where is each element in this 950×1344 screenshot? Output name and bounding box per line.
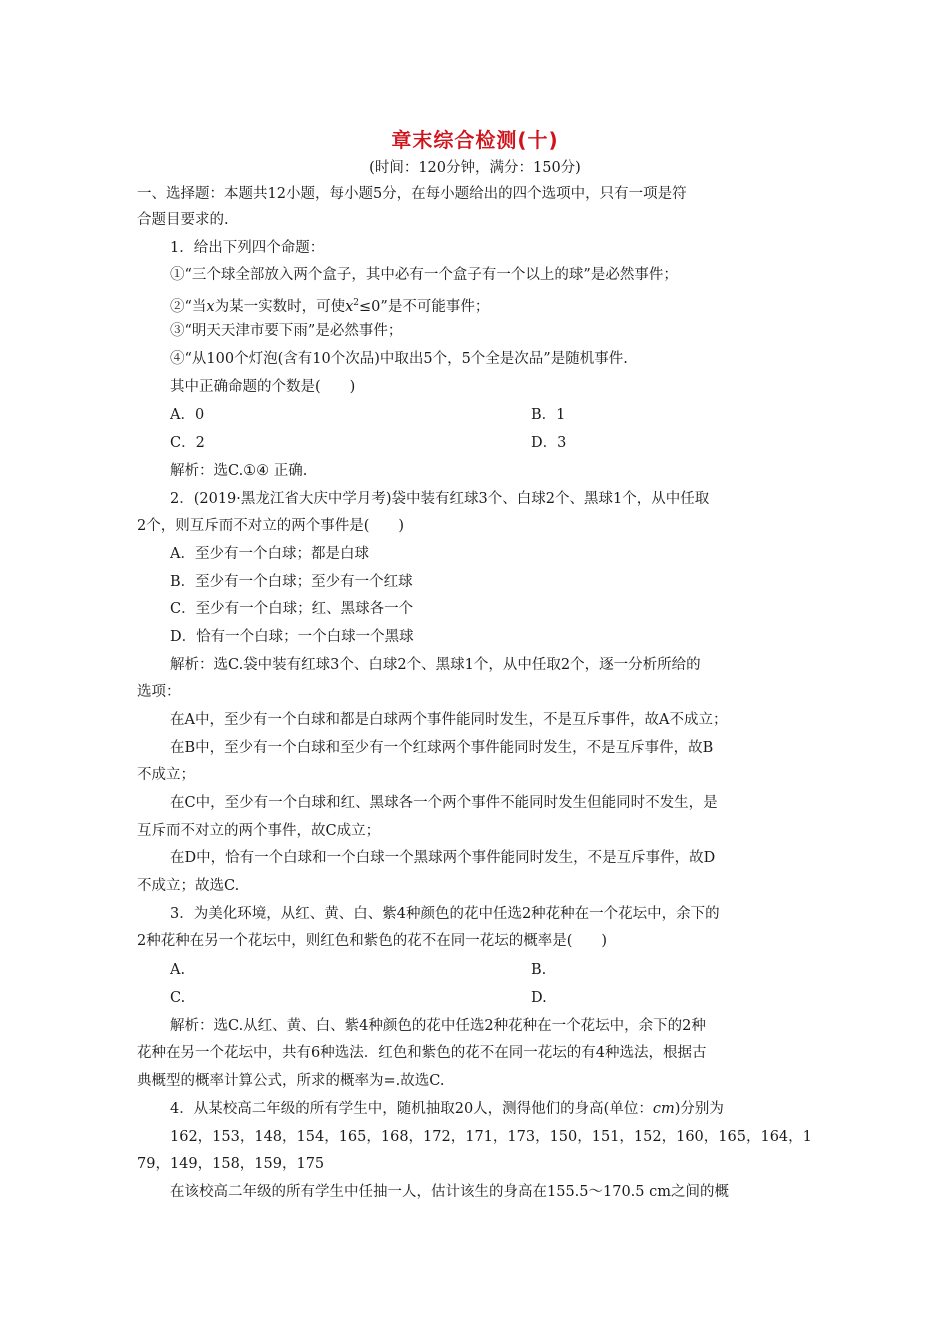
q3-option-c: C.: [170, 990, 186, 1006]
q3-solution: 典概型的概率计算公式，所求的概率为=.故选C.: [137, 1073, 445, 1089]
q3-stem: 2种花种在另一个花坛中，则红色和紫色的花不在同一花坛的概率是( ): [137, 933, 608, 949]
q1-question: 其中正确命题的个数是( ): [170, 379, 356, 395]
q1-proposition-1: ①“三个球全部放入两个盒子，其中必有一个盒子有一个以上的球”是必然事件；: [170, 267, 678, 283]
q1-option-a: A．0: [170, 407, 205, 423]
q1-proposition-4: ④“从100个灯泡(含有10个次品)中取出5个，5个全是次品”是随机事件.: [170, 351, 628, 367]
section-intro-line: 一、选择题：本题共12小题，每小题5分，在每小题给出的四个选项中，只有一项是符: [137, 186, 687, 202]
q2-analysis-d: 不成立；故选C.: [137, 878, 240, 894]
q2-analysis-b: 不成立；: [137, 767, 195, 783]
section-intro-line: 合题目要求的.: [137, 212, 229, 228]
q2-option-b: B．至少有一个白球；至少有一个红球: [170, 574, 413, 590]
q4-height-data: 162，153，148，154，165，168，172，171，173，150，151，152，160，165，164，1: [170, 1129, 812, 1145]
q1-option-c: C．2: [170, 435, 205, 451]
q2-option-a: A．至少有一个白球；都是白球: [170, 546, 369, 562]
q3-option-b: B.: [531, 962, 547, 978]
q4-height-data: 79，149，158，159，175: [137, 1156, 325, 1172]
q2-analysis-c: 在C中，至少有一个白球和红、黑球各一个两个事件不能同时发生但能同时不发生，是: [170, 795, 718, 811]
q3-solution: 花种在另一个花坛中，共有6种选法．红色和紫色的花不在同一花坛的有4种选法，根据古: [137, 1045, 707, 1061]
q2-solution: 选项：: [137, 684, 181, 700]
q3-option-d: D.: [531, 990, 547, 1006]
q2-analysis-b: 在B中，至少有一个白球和至少有一个红球两个事件能同时发生，不是互斥事件，故B: [170, 740, 714, 756]
q2-analysis-a: 在A中，至少有一个白球和都是白球两个事件能同时发生，不是互斥事件，故A不成立；: [170, 712, 728, 728]
q2-analysis-c: 互斥而不对立的两个事件，故C成立；: [137, 823, 381, 839]
q4-stem: 4．从某校高二年级的所有学生中，随机抽取20人，测得他们的身高(单位：cm)分别为: [170, 1101, 724, 1117]
page-title: 章末综合检测(十): [391, 128, 559, 152]
q1-solution: 解析：选C.①④ 正确.: [170, 463, 308, 479]
q3-option-a: A.: [170, 962, 186, 978]
q2-option-d: D．恰有一个白球；一个白球一个黑球: [170, 629, 414, 645]
q3-solution: 解析：选C.从红、黄、白、紫4种颜色的花中任选2种花种在一个花坛中，余下的2种: [170, 1018, 706, 1034]
exam-time-score: (时间：120分钟，满分：150分): [369, 160, 581, 176]
q1-stem: 1．给出下列四个命题：: [170, 240, 325, 256]
q1-proposition-3: ③“明天天津市要下雨”是必然事件；: [170, 323, 403, 339]
q2-stem: 2．(2019·黑龙江省大庆中学月考)袋中装有红球3个、白球2个、黑球1个，从中任取: [170, 491, 710, 507]
q2-analysis-d: 在D中，恰有一个白球和一个白球一个黑球两个事件能同时发生，不是互斥事件，故D: [170, 850, 716, 866]
q1-option-b: B．1: [531, 407, 566, 423]
q1-option-d: D．3: [531, 435, 567, 451]
q1-proposition-2: ②“当x为某一实数时，可使$x^2\le 0$”是不可能事件；: [170, 298, 490, 315]
q4-question: 在该校高二年级的所有学生中任抽一人，估计该生的身高在155.5～170.5 cm之间的概: [170, 1184, 729, 1200]
q3-stem: 3．为美化环境，从红、黄、白、紫4种颜色的花中任选2种花种在一个花坛中，余下的: [170, 906, 720, 922]
q2-option-c: C．至少有一个白球；红、黑球各一个: [170, 601, 414, 617]
q2-solution: 解析：选C.袋中装有红球3个、白球2个、黑球1个，从中任取2个，逐一分析所给的: [170, 657, 701, 673]
q2-stem: 2个，则互斥而不对立的两个事件是( ): [137, 518, 405, 534]
